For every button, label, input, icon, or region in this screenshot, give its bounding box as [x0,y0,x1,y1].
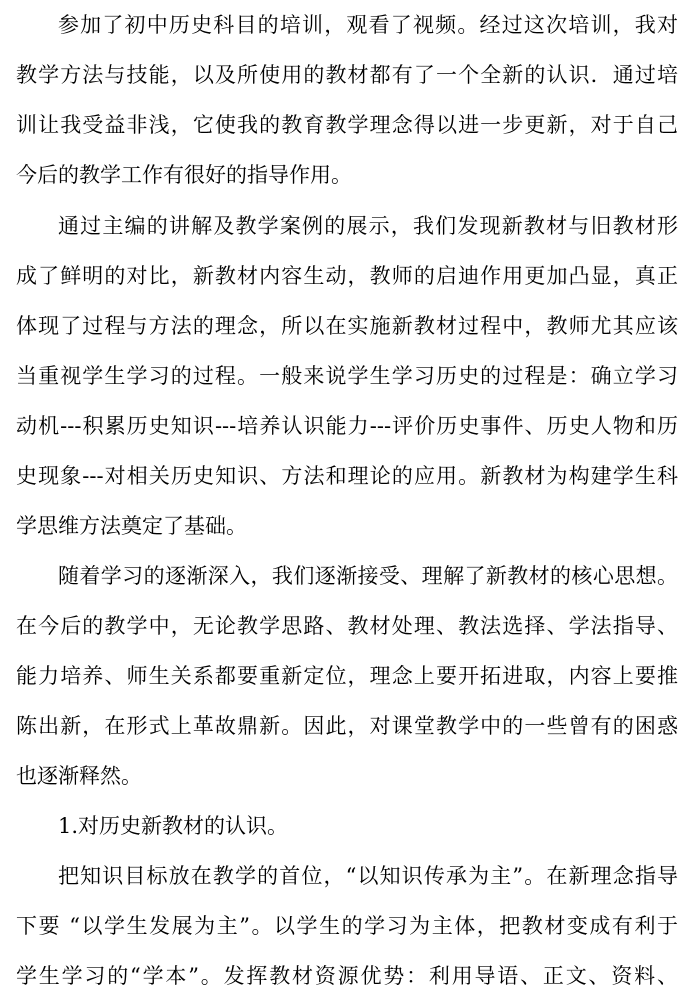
paragraph-1 [16,0,678,200]
text-line: 能力培养、师生关系都要重新定位，理念上要开拓进取，内容上要推 [16,664,678,688]
text-line: 陈出新，在形式上革故鼎新。因此，对课堂教学中的一些曾有的困惑 [16,714,678,738]
paragraph-2 [16,201,678,551]
text-line: 通过主编的讲解及教学案例的展示，我们发现新教材与旧教材形 [58,214,678,238]
text-line: 下要 “以学生发展为主”。以学生的学习为主体，把教材变成有利于 [16,914,678,938]
heading-line: 1.对历史新教材的认识。 [58,814,289,838]
text-line: 教学方法与技能，以及所使用的教材都有了一个全新的认识．通过培 [16,63,678,87]
text-line: 也逐渐释然。 [16,764,142,788]
text-line: 把知识目标放在教学的首位，“以知识传承为主”。在新理念指导 [58,864,678,888]
text-line: 今后的教学工作有很好的指导作用。 [16,163,352,187]
text-line: 随着学习的逐渐深入，我们逐渐接受、理解了新教材的核心思想。 [58,564,678,588]
text-line: 当重视学生学习的过程。一般来说学生学习历史的过程是：确立学习 [16,364,678,388]
section-heading [16,801,678,851]
text-line: 在今后的教学中，无论教学思路、教材处理、教法选择、学法指导、 [16,614,678,638]
text-line: 参加了初中历史科目的培训，观看了视频。经过这次培训，我对 [58,13,678,37]
paragraph-5 [16,851,678,1001]
text-line: 训让我受益非浅，它使我的教育教学理念得以进一步更新，对于自己 [16,113,678,137]
text-line: 学生学习的“学本”。发挥教材资源优势：利用导语、正文、资料、 [16,964,678,988]
text-line: 动机---积累历史知识---培养认识能力---评价历史事件、历史人物和历 [16,414,678,438]
text-line: 学思维方法奠定了基础。 [16,514,247,538]
text-line: 成了鲜明的对比，新教材内容生动，教师的启迪作用更加凸显，真正 [16,264,678,288]
text-line: 史现象---对相关历史知识、方法和理论的应用。新教材为构建学生科 [16,464,678,488]
text-line: 体现了过程与方法的理念，所以在实施新教材过程中，教师尤其应该 [16,314,678,338]
paragraph-3 [16,551,678,801]
